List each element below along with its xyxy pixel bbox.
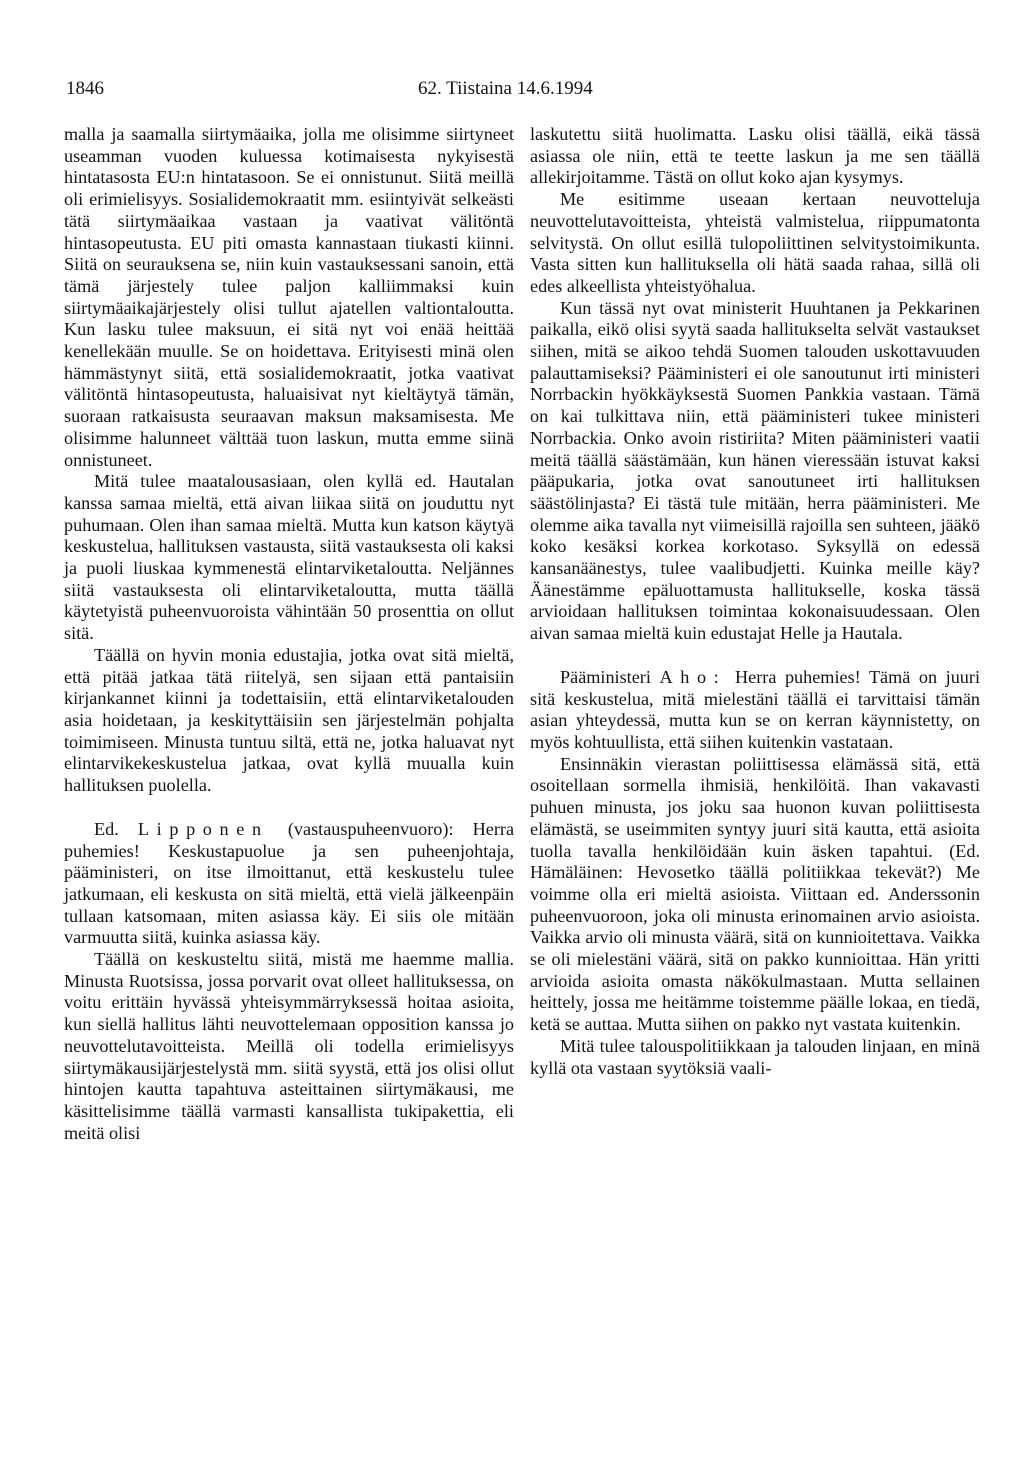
paragraph: malla ja saamalla siirtymäaika, jolla me olisimme siirtyneet useamman vuoden kuluessa kotimaisesta nykyisestä hintatasosta EU:n hintatasoon. Se ei onnistunut. Siitä meillä oli erimielisyys. Sosialidemokraatit mm. esiintyivät selkeästi tätä siirtymäaikaa vastaan ja vaativat välitöntä hintasopeutusta. EU piti omasta kannastaan tiukasti kiinni. Siitä on seurauksena se, niin kuin vastauksessani sanoin, että tämä järjestely tulee paljon kalliimmaksi kuin siirtymäaikajärjestely olisi tullut ajatellen valtiontaloutta. Kun lasku tulee maksuun, ei sitä nyt voi enää heittää kenellekään muulle. Se on hoidettava. Erityisesti minä olen hämmästynyt siitä, että sosialidemokraatit, jotka vaativat välitöntä hintasopeutusta, haluaisivat nyt kieltäytyä tämän, suoraan ratkaisusta seuraavan maksun maksamisesta. Me olisimme halunneet välttää tuon laskun, mutta emme siinä onnistuneet. bbox=[64, 124, 514, 470]
paragraph: Kun tässä nyt ovat ministerit Huuhtanen ja Pekkarinen paikalla, eikö olisi syytä saada hallitukselta selvät vastaukset siihen, mitä se aikoo tehdä Suomen talouden uskottavuuden palauttamiseksi? Pääministeri ei ole sanoutunut irti ministeri Norrbackin hyökkäyksestä Suomen Pankkia vastaan. Tämä on kai tulkittava niin, että pääministeri tukee ministeri Norrbackia. Onko avoin ristiriita? Miten pääministeri vaatii meitä täällä säästämään, kun hänen vieressään istuvat kaksi pääpukaria, jotka ovat sanoutuneet irti hallituksen säästölinjasta? Ei tästä tule mitään, herra pääministeri. Me olemme aika tavalla nyt viimeisillä rajoilla sen suhteen, jääkö koko kesäksi korkea korkotaso. Syksyllä on edessä kansanäänestys, tulee vaalibudjetti. Kuinka meille käy? Äänestämme epäluottamusta hallitukselle, koska tässä arvioidaan hallituksen toimintaa kokonaisuudessaan. Olen aivan samaa mieltä kuin edustajat Helle ja Hautala. bbox=[530, 297, 980, 644]
speech-paragraph bbox=[530, 667, 980, 754]
paragraph: Mitä tulee maatalousasiaan, olen kyllä ed. Hautalan kanssa samaa mieltä, että aivan liikaa siitä on jouduttu nyt puhumaan. Olen ihan samaa mieltä. Mutta kun katson käytyä keskustelua, hallituksen vastausta, siitä vastauksesta oli kaksi ja puoli liuskaa kymmenestä elintarviketaloutta. Neljännes siitä vastauksesta oli elintarviketaloutta, mutta täällä käytetyistä puheenvuoroista vähintään 50 prosenttia on ollut sitä. bbox=[64, 471, 514, 644]
left-column bbox=[64, 124, 514, 1144]
paragraph: Täällä on keskusteltu siitä, mistä me haemme mallia. Minusta Ruotsissa, jossa porvarit ovat olleet hallituksessa, on voitu erittäin hyvässä yhteisymmärryksessä hoitaa asioita, kun siellä hallitus lähti neuvottelemaan opposition kanssa jo neuvottelutavoitteista. Meillä oli todella erimielisyys siirtymäkausijärjestelystä mm. siitä syystä, että jos olisi ollut hintojen kautta tapahtuva asteittainen siirtymäkausi, me käsittelisimme täällä varmasti kansallista tukipakettia, eli meitä olisi bbox=[64, 949, 514, 1143]
paragraph: Me esitimme useaan kertaan neuvotteluja neuvottelutavoitteista, yhteistä valmistelua, riippumatonta selvitystä. On ollut esillä tulopoliittinen selvitystoimikunta. Vasta sitten kun hallituksella oli hätä saada rahaa, sillä oli edes alkeellista yhteistyöhalua. bbox=[530, 189, 980, 296]
paragraph: Täällä on hyvin monia edustajia, jotka ovat sitä mieltä, että pitää jatkaa tätä riitelyä, sen sijaan että pantaisiin kirjankannet kiinni ja todettaisiin, että elintarviketalouden asia hoidetaan, ja keskityttäisiin sen järjestelmän pohjalta toimimiseen. Minusta tuntuu siltä, että ne, jotka haluavat nyt elintarvikekeskustelua jatkaa, ovat kyllä muualla kuin hallituksen puolella. bbox=[64, 644, 514, 796]
right-column bbox=[530, 124, 980, 1079]
speech-text: Herra puhemies! Tämä on juuri sitä keskustelua, mitä mielestäni täällä ei tarvittaisi tämän asian yhteydessä, mutta kun se on kerran käynnistetty, on myös kohtuullista, että siihen kuitenkin vastataan. bbox=[530, 666, 981, 752]
speaker-name: Aho: bbox=[659, 666, 727, 687]
speech-prefix: Ed. bbox=[94, 818, 119, 839]
speech-prefix: Pääministeri bbox=[560, 666, 651, 687]
paragraph: laskutettu siitä huolimatta. Lasku olisi täällä, eikä tässä asiassa ole niin, että te teette laskun ja me sen täällä allekirjoitamme. Tästä on ollut koko ajan kysymys. bbox=[530, 124, 980, 188]
paragraph: Mitä tulee talouspolitiikkaan ja talouden linjaan, en minä kyllä ota vastaan syytöksiä vaali- bbox=[530, 1035, 980, 1078]
speech-text: Herra puhemies! Keskustapuolue ja sen puheenjohtaja, pääministeri, on itse ilmoittanut, että keskustelu tulee jatkumaan, eli keskusta on sitä mieltä, että vielä jälkeenpäin tullaan katsomaan, miten asiassa käy. Ei siis ole mitään varmuutta siitä, kuinka asiassa käy. bbox=[64, 818, 515, 948]
speaker-name: Lipponen bbox=[137, 818, 269, 839]
page-number: 1846 bbox=[66, 78, 104, 99]
paragraph: Ensinnäkin vierastan poliittisessa elämässä sitä, että osoitellaan sormella ihmisiä, henkilöitä. Ihan vakavasti puhuen minusta, jos joku saa huonon kuvan poliittisesta elämästä, se useimmiten syntyy juuri sitä kautta, että asioita tuolla tavalla henkilöidään kuin äsken tapahtui. (Ed. Hämäläinen: Hevosetko täällä politiikkaa tekevät?) Me voimme olla eri mieltä asioista. Viittaan ed. Anderssonin puheenvuoroon, joka oli minusta erinomainen arvio asioista. Vaikka arvio oli minusta väärä, sitä on kunnioitettava. Vaikka se oli mielestäni väärä, sitä on pakko kunnioittaa. Hän yritti arvioida asioita omasta näkökulmastaan. Mutta sellainen heittely, jossa me heitämme toistemme päälle lokaa, en tiedä, ketä se auttaa. Mutta siihen on pakko nyt vastata kuitenkin. bbox=[530, 753, 980, 1035]
session-heading: 62. Tiistaina 14.6.1994 bbox=[418, 78, 593, 99]
speech-note: (vastauspuheenvuoro): bbox=[287, 818, 454, 839]
speech-paragraph bbox=[64, 819, 514, 949]
